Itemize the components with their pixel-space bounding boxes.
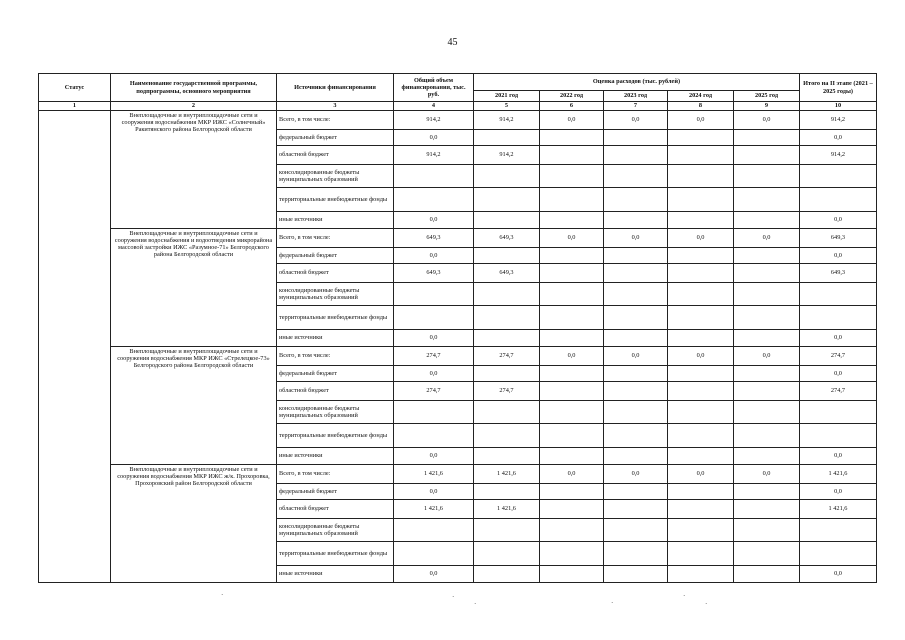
year-amount-cell: [668, 130, 734, 146]
total-amount-cell: 0,0: [394, 330, 474, 347]
year-amount-cell: 0,0: [604, 465, 668, 484]
total-amount-cell: [394, 306, 474, 330]
year-amount-cell: [734, 484, 800, 500]
year-amount-cell: [604, 401, 668, 424]
total-amount-cell: [394, 542, 474, 566]
funding-source-cell: областной бюджет: [277, 382, 394, 401]
year-amount-cell: [604, 542, 668, 566]
column-number: 5: [474, 102, 540, 111]
header-estimate: Оценка расходов (тыс. рублей): [474, 74, 800, 91]
year-amount-cell: [474, 401, 540, 424]
year-amount-cell: [474, 212, 540, 229]
year-amount-cell: [604, 146, 668, 165]
total-amount-cell: 649,3: [394, 264, 474, 283]
stage-total-cell: 0,0: [800, 366, 877, 382]
year-amount-cell: [604, 212, 668, 229]
year-amount-cell: [604, 330, 668, 347]
column-number: 10: [800, 102, 877, 111]
stage-total-cell: 1 421,6: [800, 500, 877, 519]
year-amount-cell: 0,0: [734, 111, 800, 130]
column-number: 7: [604, 102, 668, 111]
year-amount-cell: 0,0: [604, 347, 668, 366]
year-amount-cell: 0,0: [540, 229, 604, 248]
total-amount-cell: 0,0: [394, 366, 474, 382]
year-amount-cell: 0,0: [668, 111, 734, 130]
year-amount-cell: [734, 188, 800, 212]
year-amount-cell: [668, 566, 734, 583]
year-amount-cell: 0,0: [540, 347, 604, 366]
year-amount-cell: [668, 484, 734, 500]
funding-source-cell: консолидированные бюджеты муниципальных образований: [277, 519, 394, 542]
header-year: 2023 год: [604, 91, 668, 102]
funding-source-cell: областной бюджет: [277, 264, 394, 283]
year-amount-cell: [474, 165, 540, 188]
year-amount-cell: [734, 330, 800, 347]
year-amount-cell: [474, 366, 540, 382]
year-amount-cell: [734, 424, 800, 448]
year-amount-cell: [734, 264, 800, 283]
scan-speck: ·: [611, 599, 614, 607]
stage-total-cell: 0,0: [800, 130, 877, 146]
year-amount-cell: [540, 188, 604, 212]
stage-total-cell: [800, 401, 877, 424]
year-amount-cell: [604, 424, 668, 448]
year-amount-cell: [668, 448, 734, 465]
year-amount-cell: [668, 424, 734, 448]
year-amount-cell: [540, 448, 604, 465]
stage-total-cell: [800, 188, 877, 212]
year-amount-cell: [734, 212, 800, 229]
funding-source-cell: федеральный бюджет: [277, 248, 394, 264]
page-number: 45: [447, 37, 458, 48]
header-year: 2025 год: [734, 91, 800, 102]
header-name: Наименование государственной программы, подпрограммы, основного мероприятия: [111, 74, 277, 102]
year-amount-cell: 649,3: [474, 264, 540, 283]
total-amount-cell: 0,0: [394, 484, 474, 500]
scan-specks: [0, 591, 905, 608]
total-amount-cell: 0,0: [394, 130, 474, 146]
program-name-cell: Внеплощадочные и внутриплощадочные сети и сооружения водоснабжения МКР ИЖС «Стрелецкое-73» Белгородского района Белгородской области: [111, 347, 277, 465]
scan-speck: ·: [452, 593, 455, 601]
table-body: [39, 111, 877, 583]
year-amount-cell: [604, 306, 668, 330]
year-amount-cell: [540, 146, 604, 165]
stage-total-cell: 914,2: [800, 111, 877, 130]
table-row: [39, 229, 877, 248]
year-amount-cell: [604, 566, 668, 583]
stage-total-cell: 0,0: [800, 448, 877, 465]
funding-source-cell: Всего, в том числе:: [277, 111, 394, 130]
funding-source-cell: территориальные внебюджетные фонды: [277, 542, 394, 566]
total-amount-cell: [394, 165, 474, 188]
year-amount-cell: [668, 188, 734, 212]
year-amount-cell: 274,7: [474, 347, 540, 366]
funding-source-cell: областной бюджет: [277, 500, 394, 519]
year-amount-cell: [474, 248, 540, 264]
year-amount-cell: [474, 130, 540, 146]
stage-total-cell: 914,2: [800, 146, 877, 165]
column-number: 3: [277, 102, 394, 111]
year-amount-cell: [668, 401, 734, 424]
year-amount-cell: [668, 519, 734, 542]
funding-source-cell: федеральный бюджет: [277, 130, 394, 146]
year-amount-cell: 0,0: [604, 111, 668, 130]
total-amount-cell: 0,0: [394, 566, 474, 583]
funding-source-cell: иные источники: [277, 212, 394, 229]
total-amount-cell: 914,2: [394, 146, 474, 165]
total-amount-cell: 649,3: [394, 229, 474, 248]
total-amount-cell: [394, 283, 474, 306]
year-amount-cell: [604, 188, 668, 212]
stage-total-cell: [800, 283, 877, 306]
year-amount-cell: [540, 306, 604, 330]
year-amount-cell: [474, 188, 540, 212]
funding-source-cell: консолидированные бюджеты муниципальных образований: [277, 283, 394, 306]
funding-source-cell: областной бюджет: [277, 146, 394, 165]
stage-total-cell: 0,0: [800, 566, 877, 583]
header-year: 2024 год: [668, 91, 734, 102]
year-amount-cell: [540, 366, 604, 382]
header-status: Статус: [39, 74, 111, 102]
year-amount-cell: [734, 401, 800, 424]
year-amount-cell: [734, 248, 800, 264]
year-amount-cell: [668, 366, 734, 382]
funding-source-cell: Всего, в том числе:: [277, 465, 394, 484]
year-amount-cell: 0,0: [734, 465, 800, 484]
year-amount-cell: 0,0: [734, 229, 800, 248]
funding-source-cell: территориальные внебюджетные фонды: [277, 424, 394, 448]
stage-total-cell: [800, 424, 877, 448]
budget-table: [38, 73, 877, 583]
year-amount-cell: [474, 330, 540, 347]
year-amount-cell: [540, 401, 604, 424]
funding-source-cell: иные источники: [277, 330, 394, 347]
column-number: 8: [668, 102, 734, 111]
stage-total-cell: 649,3: [800, 229, 877, 248]
header-year: 2022 год: [540, 91, 604, 102]
year-amount-cell: [734, 500, 800, 519]
year-amount-cell: [474, 424, 540, 448]
header-source: Источники финансирования: [277, 74, 394, 102]
year-amount-cell: [540, 283, 604, 306]
stage-total-cell: 0,0: [800, 330, 877, 347]
total-amount-cell: [394, 401, 474, 424]
year-amount-cell: [540, 330, 604, 347]
column-number: 1: [39, 102, 111, 111]
year-amount-cell: 914,2: [474, 111, 540, 130]
year-amount-cell: 274,7: [474, 382, 540, 401]
year-amount-cell: [540, 500, 604, 519]
column-number: 4: [394, 102, 474, 111]
column-number: 6: [540, 102, 604, 111]
year-amount-cell: [604, 500, 668, 519]
year-amount-cell: [604, 484, 668, 500]
year-amount-cell: [474, 283, 540, 306]
year-amount-cell: [668, 330, 734, 347]
year-amount-cell: 649,3: [474, 229, 540, 248]
column-number: 2: [111, 102, 277, 111]
stage-total-cell: [800, 306, 877, 330]
header-stage-total: Итого на II этапе (2021 – 2025 годы): [800, 74, 877, 102]
year-amount-cell: [540, 519, 604, 542]
header-total: Общий объем финансирования, тыс. руб.: [394, 74, 474, 102]
year-amount-cell: [540, 264, 604, 283]
year-amount-cell: 0,0: [734, 347, 800, 366]
year-amount-cell: [604, 382, 668, 401]
scan-speck: ·: [683, 592, 686, 600]
year-amount-cell: [668, 264, 734, 283]
year-amount-cell: [474, 306, 540, 330]
scan-speck: ·: [474, 600, 477, 608]
year-amount-cell: [734, 366, 800, 382]
year-amount-cell: [668, 146, 734, 165]
year-amount-cell: [734, 448, 800, 465]
year-amount-cell: [668, 283, 734, 306]
year-amount-cell: [540, 424, 604, 448]
year-amount-cell: [668, 542, 734, 566]
year-amount-cell: [604, 283, 668, 306]
year-amount-cell: [734, 146, 800, 165]
year-amount-cell: 0,0: [604, 229, 668, 248]
year-amount-cell: [734, 566, 800, 583]
table-row: [39, 347, 877, 366]
year-amount-cell: 1 421,6: [474, 500, 540, 519]
year-amount-cell: [474, 448, 540, 465]
year-amount-cell: [540, 212, 604, 229]
total-amount-cell: 0,0: [394, 248, 474, 264]
year-amount-cell: [668, 248, 734, 264]
year-amount-cell: [668, 165, 734, 188]
total-amount-cell: 0,0: [394, 448, 474, 465]
scan-speck: ·: [221, 591, 224, 599]
year-amount-cell: [474, 484, 540, 500]
table-row: [39, 465, 877, 484]
total-amount-cell: 1 421,6: [394, 500, 474, 519]
funding-source-cell: территориальные внебюджетные фонды: [277, 188, 394, 212]
stage-total-cell: 0,0: [800, 248, 877, 264]
total-amount-cell: [394, 424, 474, 448]
stage-total-cell: 274,7: [800, 382, 877, 401]
year-amount-cell: [734, 306, 800, 330]
year-amount-cell: [734, 165, 800, 188]
funding-source-cell: федеральный бюджет: [277, 484, 394, 500]
year-amount-cell: 0,0: [668, 347, 734, 366]
funding-source-cell: иные источники: [277, 448, 394, 465]
year-amount-cell: [734, 283, 800, 306]
scan-speck: ·: [705, 600, 708, 608]
status-cell: [39, 111, 111, 583]
column-number: 9: [734, 102, 800, 111]
stage-total-cell: [800, 519, 877, 542]
stage-total-cell: 274,7: [800, 347, 877, 366]
year-amount-cell: [540, 248, 604, 264]
total-amount-cell: [394, 519, 474, 542]
funding-source-cell: Всего, в том числе:: [277, 229, 394, 248]
total-amount-cell: 0,0: [394, 212, 474, 229]
stage-total-cell: 649,3: [800, 264, 877, 283]
year-amount-cell: 914,2: [474, 146, 540, 165]
year-amount-cell: [540, 566, 604, 583]
year-amount-cell: [604, 519, 668, 542]
funding-source-cell: Всего, в том числе:: [277, 347, 394, 366]
year-amount-cell: [668, 500, 734, 519]
year-amount-cell: [540, 382, 604, 401]
stage-total-cell: [800, 165, 877, 188]
year-amount-cell: [474, 566, 540, 583]
year-amount-cell: [668, 382, 734, 401]
year-amount-cell: 1 421,6: [474, 465, 540, 484]
total-amount-cell: 274,7: [394, 382, 474, 401]
total-amount-cell: 914,2: [394, 111, 474, 130]
stage-total-cell: 1 421,6: [800, 465, 877, 484]
year-amount-cell: [734, 542, 800, 566]
stage-total-cell: 0,0: [800, 484, 877, 500]
funding-source-cell: территориальные внебюджетные фонды: [277, 306, 394, 330]
funding-source-cell: консолидированные бюджеты муниципальных образований: [277, 165, 394, 188]
year-amount-cell: [604, 264, 668, 283]
total-amount-cell: 1 421,6: [394, 465, 474, 484]
program-name-cell: Внеплощадочные и внутриплощадочные сети и сооружения водоснабжения МКР ИЖС «Солнечный» Ракитянского района Белгородской области: [111, 111, 277, 229]
total-amount-cell: 274,7: [394, 347, 474, 366]
year-amount-cell: [604, 248, 668, 264]
year-amount-cell: [734, 519, 800, 542]
year-amount-cell: [734, 382, 800, 401]
year-amount-cell: [668, 306, 734, 330]
total-amount-cell: [394, 188, 474, 212]
year-amount-cell: [668, 212, 734, 229]
year-amount-cell: [540, 165, 604, 188]
year-amount-cell: 0,0: [668, 465, 734, 484]
year-amount-cell: [540, 130, 604, 146]
program-name-cell: Внеплощадочные и внутриплощадочные сети и сооружения водоснабжения МКР ИЖС ж/к. Прохоровка, Прохоровский район Белгородской области: [111, 465, 277, 583]
year-amount-cell: [474, 519, 540, 542]
table-row: [39, 111, 877, 130]
year-amount-cell: [474, 542, 540, 566]
year-amount-cell: 0,0: [540, 111, 604, 130]
year-amount-cell: [604, 366, 668, 382]
year-amount-cell: [540, 484, 604, 500]
year-amount-cell: [604, 448, 668, 465]
stage-total-cell: 0,0: [800, 212, 877, 229]
stage-total-cell: [800, 542, 877, 566]
funding-source-cell: иные источники: [277, 566, 394, 583]
year-amount-cell: 0,0: [540, 465, 604, 484]
year-amount-cell: [604, 165, 668, 188]
year-amount-cell: 0,0: [668, 229, 734, 248]
header-year: 2021 год: [474, 91, 540, 102]
funding-source-cell: консолидированные бюджеты муниципальных образований: [277, 401, 394, 424]
year-amount-cell: [540, 542, 604, 566]
year-amount-cell: [604, 130, 668, 146]
funding-source-cell: федеральный бюджет: [277, 366, 394, 382]
program-name-cell: Внеплощадочные и внутриплощадочные сети и сооружения водоснабжения и водоотведения микрорайона массовой застройки ИЖС «Разумное-71» Белгородского района Белгородской области: [111, 229, 277, 347]
year-amount-cell: [734, 130, 800, 146]
